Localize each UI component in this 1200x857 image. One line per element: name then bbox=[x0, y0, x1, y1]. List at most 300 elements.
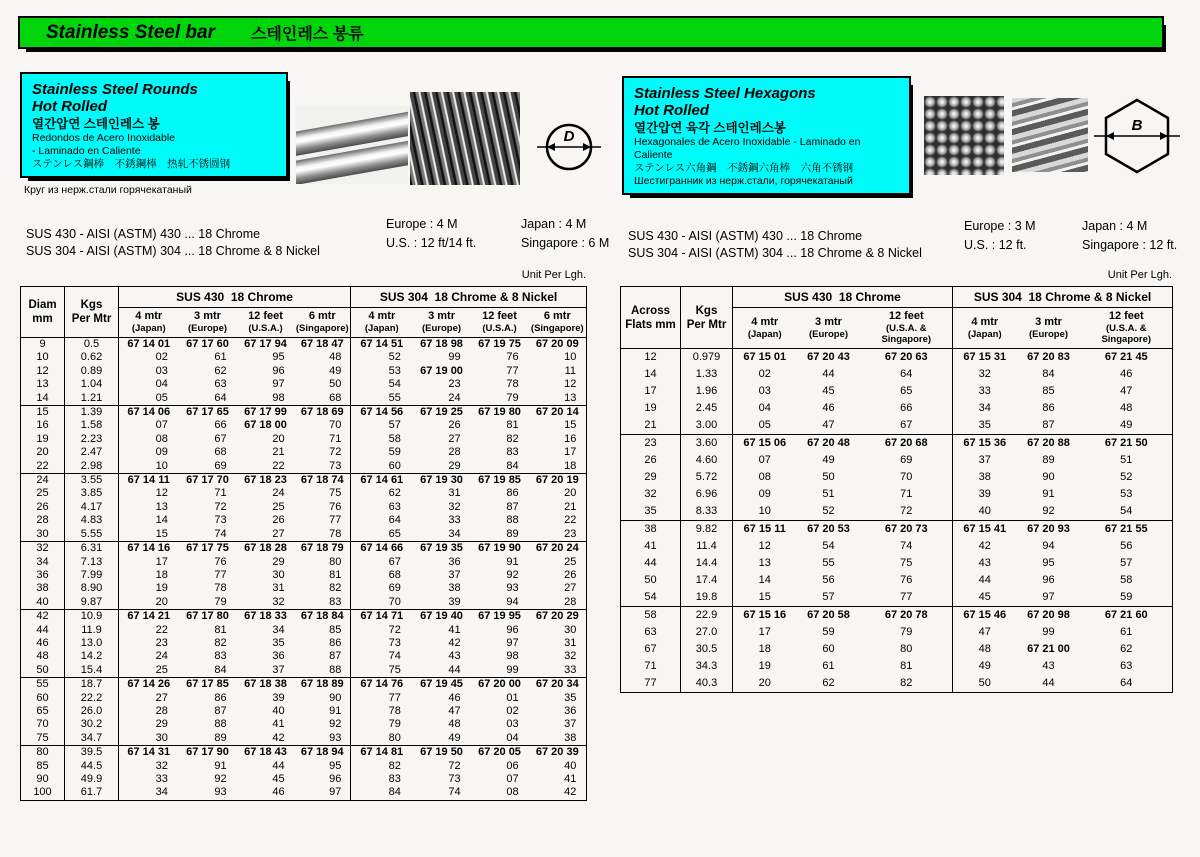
code-cell: 51 bbox=[822, 488, 835, 500]
code-cell: 67 20 29 bbox=[535, 610, 579, 623]
weight-cell: 44.5 bbox=[65, 760, 119, 773]
code-cell: 15 bbox=[564, 419, 577, 432]
code-cell: 95 bbox=[1042, 557, 1055, 569]
code-cell: 46 bbox=[1120, 368, 1133, 380]
code-cell: 46 bbox=[822, 402, 835, 414]
code-cell: 67 20 73 bbox=[884, 523, 928, 535]
code-cell: 40 bbox=[272, 704, 285, 717]
code-cell: 49 bbox=[953, 658, 1017, 675]
code-cell: 67 bbox=[351, 556, 413, 569]
code-cell: 67 17 70 bbox=[186, 474, 229, 487]
code-cell: 80 bbox=[329, 555, 342, 568]
section-header: SUS 304 18 Chrome & 8 Nickel bbox=[351, 287, 587, 308]
table-row bbox=[21, 378, 587, 391]
code-cell: 55 bbox=[351, 392, 413, 406]
rounds-price-table bbox=[20, 286, 587, 801]
code-cell: 06 bbox=[506, 759, 519, 772]
code-cell: 43 bbox=[953, 555, 1017, 572]
code-cell: 65 bbox=[351, 528, 413, 542]
code-cell: 67 17 75 bbox=[186, 542, 229, 555]
rounds-photo-bundle bbox=[410, 92, 520, 185]
code-cell: 44 bbox=[448, 663, 461, 676]
hexagons-info-box bbox=[622, 76, 911, 195]
table-row bbox=[621, 469, 1173, 486]
code-cell: 32 bbox=[953, 366, 1017, 383]
table-row bbox=[621, 366, 1173, 383]
code-cell: 12 bbox=[733, 538, 797, 555]
code-cell: 67 17 99 bbox=[244, 406, 287, 419]
code-cell: 32 bbox=[564, 650, 577, 663]
code-cell: 13 bbox=[119, 501, 179, 514]
hexagons-photo-end-view bbox=[924, 96, 1004, 175]
code-cell: 27 bbox=[448, 432, 461, 445]
code-cell: 47 bbox=[1120, 385, 1133, 397]
weight-cell: 3.00 bbox=[681, 417, 733, 435]
size-cell: 19 bbox=[644, 402, 657, 414]
code-cell: 96 bbox=[1042, 574, 1055, 586]
table-row bbox=[21, 338, 587, 352]
code-cell: 31 bbox=[448, 487, 461, 500]
code-cell: 86 bbox=[329, 636, 342, 649]
size-cell: 22 bbox=[36, 459, 49, 472]
table-row bbox=[21, 419, 587, 432]
code-cell: 03 bbox=[733, 383, 797, 400]
code-cell: 67 17 90 bbox=[186, 746, 229, 759]
code-cell: 17 bbox=[119, 556, 179, 569]
code-cell: 30 bbox=[119, 732, 179, 746]
code-cell: 28 bbox=[564, 595, 577, 608]
size-cell: 36 bbox=[36, 568, 49, 581]
code-cell: 19 bbox=[733, 658, 797, 675]
weight-cell: 14.2 bbox=[65, 650, 119, 663]
code-cell: 86 bbox=[506, 487, 519, 500]
code-cell: 67 14 56 bbox=[351, 406, 413, 420]
weight-cell: 8.33 bbox=[681, 503, 733, 521]
code-cell: 12 bbox=[564, 378, 577, 391]
code-cell: 87 bbox=[329, 650, 342, 663]
code-cell: 21 bbox=[272, 446, 285, 459]
size-cell: 12 bbox=[36, 364, 49, 377]
code-cell: 05 bbox=[733, 417, 797, 435]
code-cell: 72 bbox=[329, 446, 342, 459]
rounds-info-box bbox=[20, 72, 288, 178]
table-row bbox=[21, 760, 587, 773]
weight-cell: 17.4 bbox=[681, 572, 733, 589]
code-cell: 81 bbox=[329, 568, 342, 581]
code-cell: 67 18 38 bbox=[244, 678, 287, 691]
code-cell: 86 bbox=[1042, 402, 1055, 414]
code-cell: 45 bbox=[272, 773, 285, 785]
code-cell: 58 bbox=[351, 433, 413, 446]
code-cell: 34 bbox=[119, 786, 179, 800]
weight-cell: 0.5 bbox=[65, 338, 119, 352]
code-cell: 67 21 50 bbox=[1104, 437, 1148, 449]
size-cell: 46 bbox=[36, 636, 49, 649]
code-cell: 37 bbox=[953, 452, 1017, 469]
code-cell: 71 bbox=[329, 432, 342, 445]
code-cell: 22 bbox=[272, 459, 285, 472]
table-row bbox=[21, 487, 587, 500]
code-cell: 05 bbox=[119, 392, 179, 406]
code-cell: 95 bbox=[329, 759, 342, 772]
weight-cell: 11.9 bbox=[65, 624, 119, 637]
code-cell: 91 bbox=[506, 555, 519, 568]
code-cell: 67 19 00 bbox=[420, 364, 463, 377]
code-cell: 69 bbox=[214, 459, 227, 472]
code-cell: 21 bbox=[564, 500, 577, 513]
hex-length-singapore: Singapore : 12 ft. bbox=[1082, 238, 1178, 252]
sub-header: 4 mtr (Japan) bbox=[351, 308, 413, 338]
code-cell: 74 bbox=[900, 540, 913, 552]
code-cell: 31 bbox=[564, 636, 577, 649]
code-cell: 41 bbox=[272, 718, 285, 731]
code-cell: 74 bbox=[214, 527, 227, 540]
code-cell: 40 bbox=[953, 503, 1017, 521]
table-row bbox=[621, 538, 1173, 555]
weight-cell: 3.60 bbox=[681, 435, 733, 453]
code-cell: 31 bbox=[272, 582, 285, 595]
across-flats-diagram bbox=[1092, 92, 1182, 182]
table-row bbox=[21, 664, 587, 678]
code-cell: 08 bbox=[119, 433, 179, 446]
code-cell: 92 bbox=[329, 718, 342, 731]
code-cell: 63 bbox=[351, 501, 413, 514]
code-cell: 81 bbox=[506, 419, 519, 432]
code-cell: 10 bbox=[564, 351, 577, 364]
diameter-diagram bbox=[536, 110, 602, 176]
sub-header: 6 mtr (Singapore) bbox=[295, 310, 349, 334]
table-row bbox=[21, 718, 587, 731]
code-cell: 82 bbox=[214, 636, 227, 649]
code-cell: 12 bbox=[119, 487, 179, 500]
code-cell: 67 15 11 bbox=[733, 521, 797, 539]
code-cell: 35 bbox=[953, 417, 1017, 435]
code-cell: 67 18 94 bbox=[300, 746, 344, 759]
code-cell: 67 15 46 bbox=[953, 607, 1017, 625]
rounds-spec-304: SUS 304 - AISI (ASTM) 304 ... 18 Chrome & 8 Nickel bbox=[26, 244, 320, 258]
hex-title-en: Stainless Steel Hexagons bbox=[634, 85, 816, 102]
code-cell: 03 bbox=[506, 718, 519, 731]
table-row bbox=[21, 692, 587, 705]
code-cell: 83 bbox=[351, 773, 413, 786]
code-cell: 67 15 16 bbox=[733, 607, 797, 625]
size-cell: 42 bbox=[36, 610, 49, 623]
code-cell: 16 bbox=[564, 432, 577, 445]
table-row bbox=[21, 556, 587, 569]
code-cell: 87 bbox=[214, 704, 227, 717]
code-cell: 04 bbox=[119, 378, 179, 391]
code-cell: 67 20 88 bbox=[1027, 437, 1070, 449]
code-cell: 61 bbox=[822, 660, 835, 672]
code-cell: 90 bbox=[329, 691, 342, 704]
code-cell: 68 bbox=[351, 569, 413, 582]
rounds-title-es: Redondos de Acero Inoxidable bbox=[32, 132, 176, 144]
code-cell: 22 bbox=[119, 624, 179, 637]
code-cell: 44 bbox=[1042, 677, 1055, 689]
rounds-title-ru: Круг из нерж.стали горячекатаный bbox=[24, 184, 192, 196]
code-cell: 67 21 55 bbox=[1104, 523, 1148, 535]
table-row bbox=[621, 383, 1173, 400]
code-cell: 79 bbox=[351, 718, 413, 731]
code-cell: 56 bbox=[1120, 540, 1133, 552]
code-cell: 67 14 76 bbox=[351, 678, 413, 692]
code-cell: 42 bbox=[953, 538, 1017, 555]
code-cell: 83 bbox=[214, 650, 227, 663]
size-cell: 38 bbox=[36, 582, 49, 595]
code-cell: 67 14 31 bbox=[119, 746, 179, 760]
code-cell: 52 bbox=[351, 351, 413, 364]
code-cell: 84 bbox=[351, 786, 413, 800]
size-cell: 48 bbox=[36, 650, 49, 663]
code-cell: 66 bbox=[214, 419, 227, 432]
code-cell: 24 bbox=[119, 650, 179, 663]
code-cell: 44 bbox=[272, 759, 285, 772]
code-cell: 33 bbox=[119, 773, 179, 786]
code-cell: 49 bbox=[822, 454, 835, 466]
code-cell: 37 bbox=[272, 663, 285, 676]
table-row bbox=[21, 433, 587, 446]
code-cell: 11 bbox=[564, 364, 577, 377]
code-cell: 97 bbox=[329, 786, 342, 799]
code-cell: 54 bbox=[351, 378, 413, 391]
code-cell: 76 bbox=[900, 574, 913, 586]
hex-length-europe: Europe : 3 M bbox=[964, 219, 1036, 233]
code-cell: 69 bbox=[900, 454, 913, 466]
code-cell: 47 bbox=[448, 704, 461, 717]
code-cell: 96 bbox=[506, 623, 519, 636]
hex-title-ru: Шестигранник из нерж.стали, горячекатаный bbox=[634, 175, 853, 187]
code-cell: 70 bbox=[329, 419, 342, 432]
hex-spec-304: SUS 304 - AISI (ASTM) 304 ... 18 Chrome & 8 Nickel bbox=[628, 246, 922, 260]
code-cell: 79 bbox=[506, 391, 519, 404]
weight-cell: 11.4 bbox=[681, 538, 733, 555]
code-cell: 32 bbox=[119, 760, 179, 773]
weight-cell: 0.62 bbox=[65, 351, 119, 364]
code-cell: 67 18 79 bbox=[300, 542, 344, 555]
code-cell: 62 bbox=[822, 677, 835, 689]
code-cell: 67 18 98 bbox=[420, 338, 463, 350]
code-cell: 67 19 50 bbox=[420, 746, 463, 759]
rounds-length-notes bbox=[386, 217, 609, 250]
rounds-length-singapore: Singapore : 6 M bbox=[521, 236, 610, 250]
table-row bbox=[21, 351, 587, 364]
code-cell: 97 bbox=[506, 636, 519, 649]
size-cell: 10 bbox=[36, 351, 49, 364]
code-cell: 26 bbox=[272, 514, 285, 527]
code-cell: 49 bbox=[1120, 419, 1133, 431]
code-cell: 97 bbox=[1042, 591, 1055, 603]
code-cell: 67 18 43 bbox=[244, 746, 287, 759]
code-cell: 09 bbox=[119, 446, 179, 459]
table-row bbox=[621, 400, 1173, 417]
rounds-unit-note: Unit Per Lgh. bbox=[521, 269, 586, 281]
sub-header: 4 mtr (Japan) bbox=[119, 308, 179, 338]
code-cell: 82 bbox=[506, 432, 519, 445]
code-cell: 70 bbox=[351, 596, 413, 610]
code-cell: 20 bbox=[733, 675, 797, 693]
code-cell: 37 bbox=[448, 568, 461, 581]
code-cell: 67 15 41 bbox=[953, 521, 1017, 539]
code-cell: 78 bbox=[214, 582, 227, 595]
hex-title-cjk: ステンレス六角鋼 不銹鋼六角棒 六角不锈钢 bbox=[634, 162, 854, 174]
table-row bbox=[621, 349, 1173, 367]
size-cell: 12 bbox=[644, 351, 657, 363]
sub-header: 12 feet (U.S.A. & Singapore) bbox=[1101, 310, 1152, 345]
code-cell: 70 bbox=[900, 471, 913, 483]
code-cell: 45 bbox=[953, 589, 1017, 607]
code-cell: 26 bbox=[448, 419, 461, 432]
code-cell: 32 bbox=[448, 500, 461, 513]
code-cell: 88 bbox=[214, 718, 227, 731]
table-row bbox=[21, 773, 587, 786]
table-row bbox=[621, 452, 1173, 469]
size-cell: 58 bbox=[644, 609, 657, 621]
code-cell: 42 bbox=[564, 786, 577, 799]
code-cell: 67 18 28 bbox=[244, 542, 287, 555]
code-cell: 61 bbox=[1120, 626, 1133, 638]
table-row bbox=[21, 446, 587, 459]
code-cell: 48 bbox=[1120, 402, 1133, 414]
size-cell: 30 bbox=[36, 527, 49, 540]
weight-cell: 1.21 bbox=[65, 392, 119, 406]
size-cell: 17 bbox=[644, 385, 657, 397]
code-cell: 67 18 89 bbox=[300, 678, 344, 691]
code-cell: 83 bbox=[329, 595, 342, 608]
code-cell: 29 bbox=[272, 555, 285, 568]
code-cell: 69 bbox=[351, 582, 413, 595]
table-row bbox=[621, 555, 1173, 572]
code-cell: 67 19 80 bbox=[478, 406, 521, 419]
code-cell: 67 19 45 bbox=[420, 678, 463, 691]
section-header: SUS 430 18 Chrome bbox=[733, 287, 953, 308]
diameter-label: D bbox=[563, 128, 575, 145]
code-cell: 34 bbox=[272, 623, 285, 636]
table-row bbox=[21, 460, 587, 474]
code-cell: 73 bbox=[448, 773, 461, 785]
banner-title-en: Stainless Steel bar bbox=[46, 21, 215, 43]
code-cell: 93 bbox=[329, 731, 342, 744]
hexagons-price-table bbox=[620, 286, 1173, 693]
code-cell: 67 14 61 bbox=[351, 474, 413, 488]
size-cell: 32 bbox=[644, 488, 657, 500]
code-cell: 77 bbox=[900, 591, 913, 603]
code-cell: 27 bbox=[272, 527, 285, 540]
code-cell: 38 bbox=[448, 582, 461, 595]
size-cell: 14 bbox=[644, 368, 657, 380]
code-cell: 24 bbox=[448, 391, 461, 404]
rounds-length-japan: Japan : 4 M bbox=[521, 217, 587, 231]
code-cell: 47 bbox=[822, 419, 835, 431]
code-cell: 08 bbox=[506, 786, 519, 799]
code-cell: 64 bbox=[900, 368, 913, 380]
sub-header: 12 feet (U.S.A.) bbox=[248, 310, 283, 334]
code-cell: 67 17 80 bbox=[186, 610, 229, 623]
size-cell: 26 bbox=[36, 500, 49, 513]
size-cell: 34 bbox=[36, 555, 49, 568]
code-cell: 79 bbox=[214, 595, 227, 608]
weight-cell: 22.9 bbox=[681, 607, 733, 625]
code-cell: 67 21 60 bbox=[1104, 609, 1148, 621]
code-cell: 77 bbox=[214, 568, 227, 581]
hex-spec-lines bbox=[628, 228, 922, 262]
size-cell: 55 bbox=[36, 678, 49, 691]
code-cell: 35 bbox=[564, 691, 577, 704]
code-cell: 35 bbox=[272, 636, 285, 649]
hex-length-us: U.S. : 12 ft. bbox=[964, 238, 1027, 252]
code-cell: 41 bbox=[564, 773, 577, 785]
code-cell: 56 bbox=[822, 574, 835, 586]
code-cell: 48 bbox=[953, 641, 1017, 658]
code-cell: 92 bbox=[214, 773, 227, 785]
hex-length-notes bbox=[964, 219, 1177, 252]
code-cell: 09 bbox=[733, 486, 797, 503]
code-cell: 74 bbox=[351, 650, 413, 663]
code-cell: 43 bbox=[448, 650, 461, 663]
code-cell: 49 bbox=[448, 731, 461, 744]
code-cell: 67 20 98 bbox=[1027, 609, 1070, 621]
code-cell: 30 bbox=[564, 623, 577, 636]
code-cell: 27 bbox=[564, 582, 577, 595]
code-cell: 20 bbox=[119, 596, 179, 610]
hex-title-es: Hexagonales de Acero Inoxidable - Laminado en Caliente bbox=[634, 136, 861, 161]
sub-header: 12 feet (U.S.A.) bbox=[482, 310, 517, 334]
table-row bbox=[21, 624, 587, 637]
code-cell: 39 bbox=[448, 595, 461, 608]
code-cell: 85 bbox=[329, 623, 342, 636]
code-cell: 26 bbox=[564, 568, 577, 581]
column-header: Diam mm bbox=[28, 299, 57, 325]
code-cell: 64 bbox=[351, 514, 413, 527]
sub-header: 3 mtr (Europe) bbox=[422, 310, 462, 334]
weight-cell: 2.47 bbox=[65, 446, 119, 459]
size-cell: 32 bbox=[36, 542, 49, 555]
code-cell: 13 bbox=[564, 391, 577, 404]
code-cell: 42 bbox=[448, 636, 461, 649]
size-cell: 54 bbox=[644, 591, 657, 603]
size-cell: 14 bbox=[36, 391, 49, 404]
code-cell: 84 bbox=[506, 459, 519, 472]
weight-cell: 4.17 bbox=[65, 501, 119, 514]
code-cell: 81 bbox=[214, 623, 227, 636]
weight-cell: 2.45 bbox=[681, 400, 733, 417]
table-row bbox=[21, 392, 587, 406]
size-cell: 35 bbox=[644, 505, 657, 517]
sub-header: 12 feet (U.S.A. & Singapore) bbox=[881, 310, 932, 345]
code-cell: 67 bbox=[214, 432, 227, 445]
code-cell: 60 bbox=[351, 460, 413, 474]
code-cell: 02 bbox=[733, 366, 797, 383]
table-row bbox=[21, 474, 587, 488]
code-cell: 19 bbox=[119, 582, 179, 595]
code-cell: 23 bbox=[448, 378, 461, 391]
code-cell: 33 bbox=[448, 514, 461, 527]
code-cell: 94 bbox=[506, 595, 519, 608]
code-cell: 99 bbox=[506, 663, 519, 676]
code-cell: 29 bbox=[119, 718, 179, 731]
code-cell: 92 bbox=[506, 568, 519, 581]
code-cell: 67 21 45 bbox=[1104, 351, 1148, 363]
code-cell: 14 bbox=[119, 514, 179, 527]
code-cell: 91 bbox=[1042, 488, 1055, 500]
code-cell: 67 14 01 bbox=[119, 338, 179, 352]
size-cell: 77 bbox=[644, 677, 657, 689]
code-cell: 71 bbox=[900, 488, 913, 500]
size-cell: 60 bbox=[36, 691, 49, 704]
code-cell: 67 20 09 bbox=[535, 338, 579, 350]
code-cell: 77 bbox=[329, 514, 342, 527]
weight-cell: 9.82 bbox=[681, 521, 733, 539]
code-cell: 43 bbox=[1042, 660, 1055, 672]
